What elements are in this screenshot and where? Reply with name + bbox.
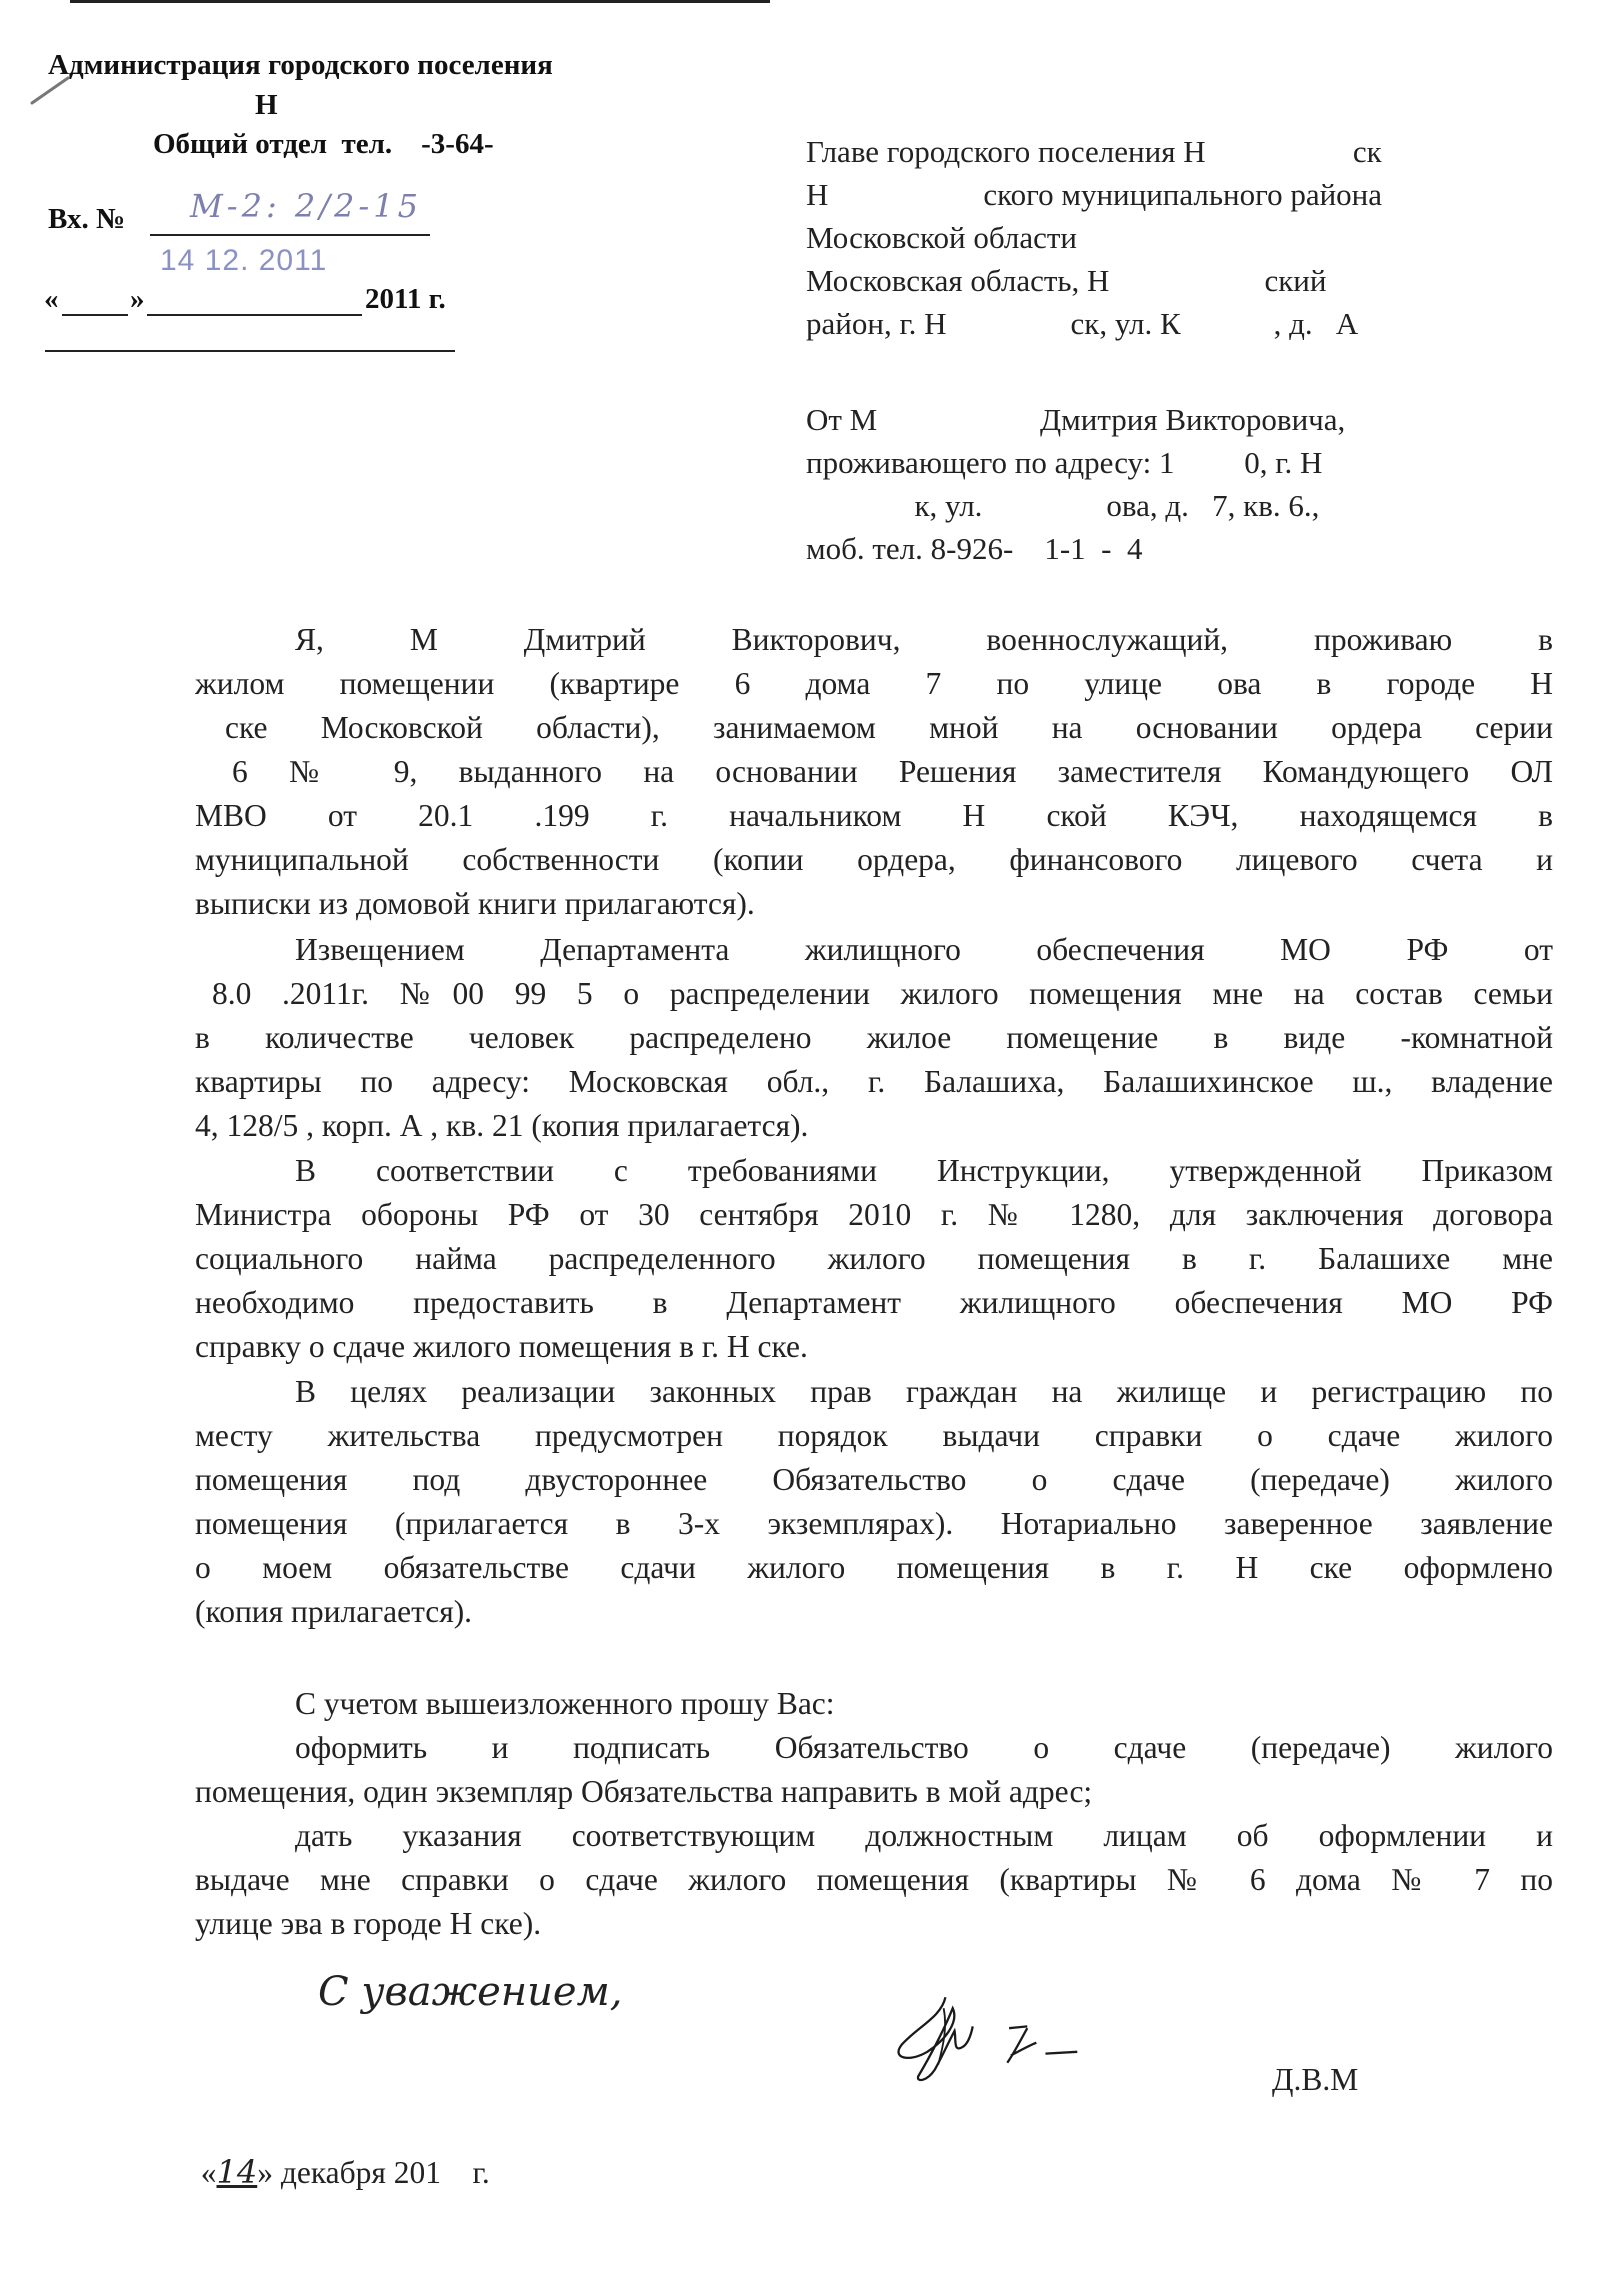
body-line: улице эва в городе Н ске).: [195, 1906, 542, 1941]
signature: [880, 1990, 1120, 2090]
body-line: 4, 128/5 , корп. А , кв. 21 (копия прилагается).: [195, 1108, 809, 1143]
sender-line: От М Дмитрия Викторовича,: [806, 402, 1346, 437]
organization-name: Администрация городского поселения: [48, 49, 553, 81]
body-line: МВО от 20.1 .199 г. начальником Н ской КЭЧ, находящемся в: [195, 798, 1553, 833]
body-line: социального найма распределенного жилого помещения в г. Балашихе мне: [195, 1241, 1553, 1276]
received-date-stamp: 14 12. 2011: [160, 244, 328, 277]
body-line: 6 № 9, выданного на основании Решения заместителя Командующего ОЛ: [232, 754, 1553, 789]
body-line: помещения под двустороннее Обязательство о сдаче (передаче) жилого: [195, 1462, 1553, 1497]
handwritten-day: 14: [216, 2153, 258, 2191]
sender-line: к, ул. ова, д. 7, кв. 6.,: [806, 488, 1320, 523]
request-item-1: оформить и подписать Обязательство о сдаче (передаче) жилого: [295, 1730, 1553, 1765]
body-line: помещения, один экземпляр Обязательства направить в мой адрес;: [195, 1774, 1093, 1809]
incoming-number-handwritten: М-2: 2/2-15: [190, 187, 422, 225]
body-line: ске Московской области), занимаемом мной на основании ордера серии: [225, 710, 1553, 745]
sender-block: [806, 398, 1586, 570]
body-line: выписки из домовой книги прилагаются).: [195, 886, 755, 921]
date-year: 2011 г.: [365, 283, 446, 315]
body-line: жилом помещении (квартире 6 дома 7 по улице ова в городе Н: [195, 666, 1553, 701]
date-open-quote: «: [44, 283, 59, 315]
addressee-line: район, г. Н ск, ул. К , д. А: [806, 306, 1359, 341]
addressee-line: Главе городского поселения Н ск: [806, 134, 1382, 169]
handwritten-salutation: С уважением,: [318, 1969, 623, 2015]
body-line: выдаче мне справки о сдаче жилого помещения (квартиры № 6 дома № 7 по: [195, 1862, 1553, 1897]
addressee-line: Московская область, Н ский: [806, 263, 1327, 298]
department-phone: Общий отдел тел. -3-64-: [153, 128, 494, 160]
body-line: о моем обязательстве сдачи жилого помещения в г. Н ске оформлено: [195, 1550, 1553, 1585]
request-intro: С учетом вышеизложенного прошу Вас:: [295, 1686, 835, 1721]
date-month-underline: [147, 314, 362, 316]
incoming-number-underline: [150, 234, 430, 236]
body-line: необходимо предоставить в Департамент жилищного обеспечения МО РФ: [195, 1285, 1553, 1320]
body-line: справку о сдаче жилого помещения в г. Н ске.: [195, 1329, 808, 1364]
date-day-underline: [62, 314, 128, 316]
incoming-number-label: Вх. №: [48, 203, 126, 235]
date-close-quote: »: [130, 283, 145, 315]
addressee-line: Н ского муниципального района: [806, 177, 1383, 212]
date-month-year: » декабря 201 г.: [257, 2155, 490, 2190]
body-line: В целях реализации законных прав граждан на жилище и регистрацию по: [295, 1374, 1553, 1409]
body-line: квартиры по адресу: Московская обл., г. Балашиха, Балашихинское ш., владение: [195, 1064, 1553, 1099]
body-line: Извещением Департамента жилищного обеспечения МО РФ от: [295, 932, 1553, 967]
body-line: В соответствии с требованиями Инструкции, утвержденной Приказом: [295, 1153, 1553, 1188]
body-line: муниципальной собственности (копии ордера, финансового лицевого счета и: [195, 842, 1553, 877]
stamp-bottom-rule: [45, 350, 455, 352]
body-line: 8.0 .2011г. №00 99 5 о распределении жилого помещения мне на состав семьи: [212, 976, 1553, 1011]
request-item-2: дать указания соответствующим должностным лицам об оформлении и: [295, 1818, 1553, 1853]
body-line: месту жительства предусмотрен порядок выдачи справки о сдаче жилого: [195, 1418, 1553, 1453]
addressee-block: [806, 130, 1586, 345]
body-line: (копия прилагается).: [195, 1594, 473, 1629]
body-line: в количестве человек распределено жилое помещение в виде -комнатной: [195, 1020, 1553, 1055]
date-open-quote: «: [200, 2155, 217, 2190]
addressee-line: Московской области: [806, 220, 1077, 255]
sender-line: проживающего по адресу: 1 0, г. Н: [806, 445, 1323, 480]
body-line: Министра обороны РФ от 30 сентября 2010 г. № 1280, для заключения договора: [195, 1197, 1553, 1232]
organization-name-line2: Н: [255, 89, 278, 121]
signing-date: [185, 2112, 490, 2193]
registration-stamp: [0, 0, 780, 360]
sender-line: моб. тел. 8-926- 1-1 - 4: [806, 531, 1143, 566]
body-line: Я, М Дмитрий Викторович, военнослужащий, проживаю в: [295, 622, 1553, 657]
signer-initials: Д.В.М: [1272, 2062, 1359, 2097]
body-line: помещения (прилагается в 3-х экземплярах). Нотариально заверенное заявление: [195, 1506, 1553, 1541]
